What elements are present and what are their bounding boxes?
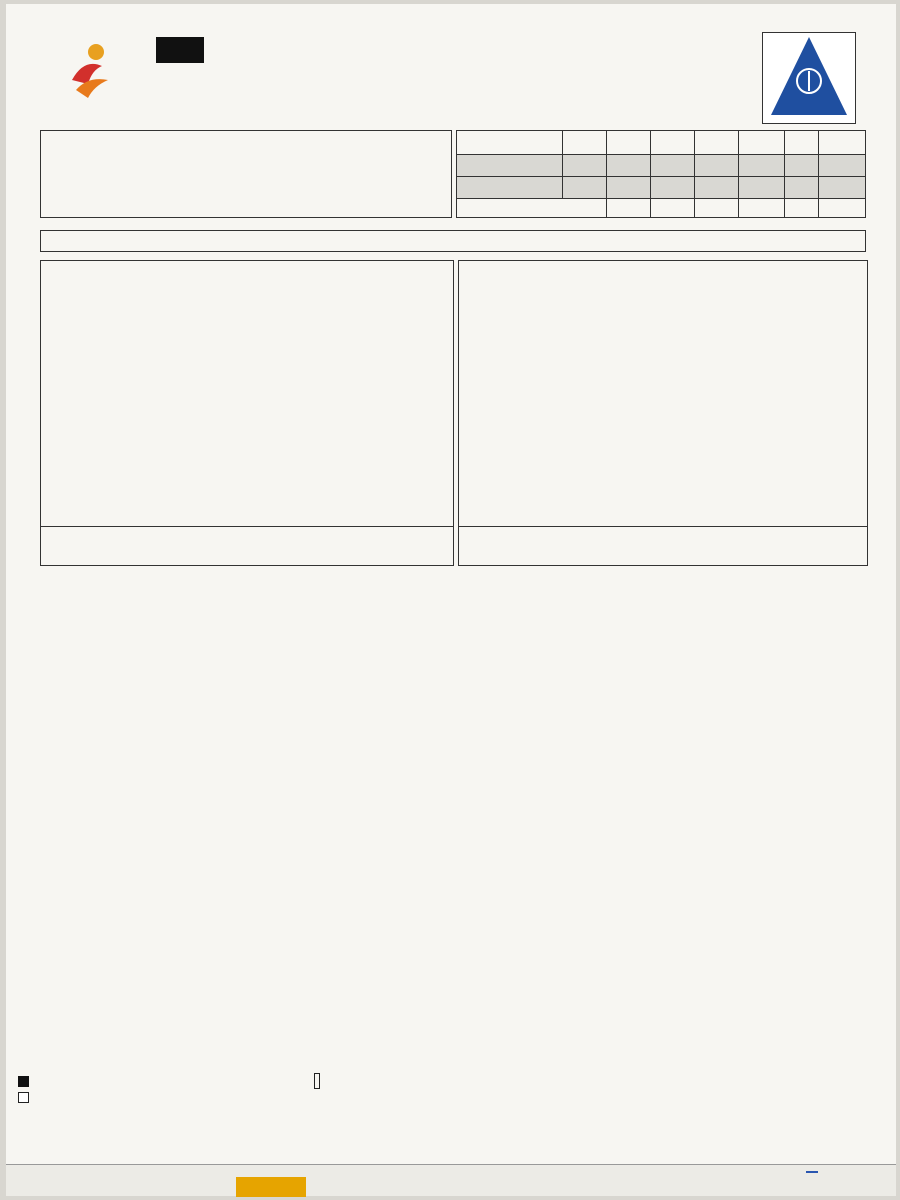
- match-result-sheet: [6, 4, 896, 1196]
- match-info-box: [40, 130, 452, 218]
- sponsor-footer: [6, 1164, 896, 1196]
- pvl-logo: [58, 40, 130, 118]
- hd-logo: [806, 1171, 818, 1173]
- uph-roster-box: [458, 260, 868, 566]
- captain-box-icon: [314, 1073, 320, 1089]
- mikasa-logo: [236, 1177, 306, 1197]
- substitute-square-icon: [18, 1092, 29, 1103]
- sports-vision-logo: [762, 32, 856, 124]
- adu-roster-box: [40, 260, 454, 566]
- sports-vision-icon: [763, 33, 855, 123]
- starting-square-icon: [18, 1076, 29, 1087]
- referees-box: [40, 230, 866, 252]
- form-code: [156, 37, 204, 63]
